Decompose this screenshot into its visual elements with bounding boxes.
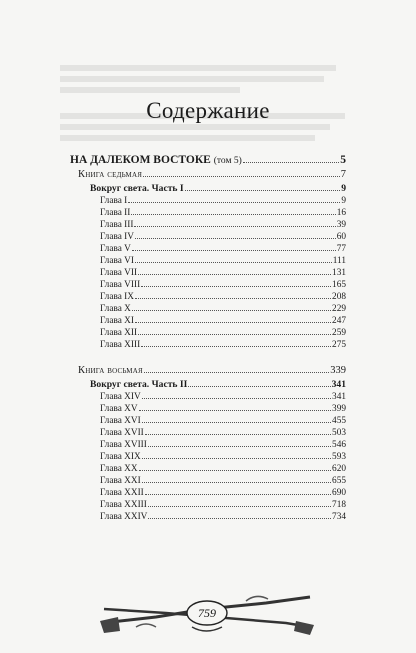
leader-dots [148,438,331,447]
leader-dots [138,266,331,275]
toc-entry-chapter[interactable]: Глава IV 60 [100,232,346,242]
toc-entry-chapter[interactable]: Глава I 9 [100,196,346,206]
toc-entry-chapter[interactable]: Глава VII 131 [100,268,346,278]
page-number: 275 [332,340,346,350]
toc-entry-chapter[interactable]: Глава XII 259 [100,328,346,338]
leader-dots [145,486,331,495]
leader-dots [135,314,331,323]
leader-dots [148,510,331,519]
toc-entry-book-8[interactable]: Книга восьмая 339 [78,365,346,376]
leader-dots [145,426,331,435]
leader-dots [141,338,331,347]
table-of-contents [70,152,346,522]
toc-entry-chapter[interactable]: Глава XXIV 734 [100,512,346,522]
toc-entry-chapter[interactable]: Глава VIII 165 [100,280,346,290]
page-number: 341 [332,392,346,402]
leader-dots [139,402,331,411]
page-number: 593 [332,452,346,462]
page-number: 734 [332,512,346,522]
folio-ornament [96,587,318,639]
page-number: 546 [332,440,346,450]
leader-dots [143,168,340,177]
leader-dots [144,364,329,373]
leader-dots [142,450,331,459]
page-number: 503 [332,428,346,438]
page-number: 9 [341,196,346,206]
leader-dots [142,414,331,423]
page-number: 5 [340,154,346,166]
page-number: 341 [331,379,346,390]
leader-dots [185,182,341,191]
toc-entry-chapter[interactable]: Глава XV 399 [100,404,346,414]
toc-entry-chapter[interactable]: Глава XXI 655 [100,476,346,486]
leader-dots [243,154,339,163]
toc-entry-chapter[interactable]: Глава VI 111 [100,256,346,266]
leader-dots [134,218,335,227]
toc-entry-chapter[interactable]: Глава XVIII 546 [100,440,346,450]
toc-entry-volume[interactable]: НА ДАЛЕКОМ ВОСТОКЕ (том 5) 5 [70,154,346,166]
toc-entry-chapter[interactable]: Глава XIV 341 [100,392,346,402]
toc-entry-chapter[interactable]: Глава XVI 455 [100,416,346,426]
page-title: Содержание [146,98,270,123]
toc-entry-chapter[interactable]: Глава XXIII 718 [100,500,346,510]
leader-dots [132,302,331,311]
page-number: 60 [336,232,346,242]
toc-entry-chapter[interactable]: Глава XVII 503 [100,428,346,438]
page-number: 16 [336,208,346,218]
toc-entry-chapter[interactable]: Глава V 77 [100,244,346,254]
page-number-folio: 759 [198,605,216,620]
leader-dots [138,326,331,335]
page-number: 77 [336,244,346,254]
toc-entry-chapter[interactable]: Глава X 229 [100,304,346,314]
toc-entry-book-7[interactable]: Книга седьмая 7 [78,169,346,180]
page-number: 131 [332,268,346,278]
leader-dots [135,290,331,299]
page-number: 655 [332,476,346,486]
leader-dots [188,378,330,387]
leader-dots [132,242,336,251]
page-number: 718 [332,500,346,510]
toc-entry-chapter[interactable]: Глава IX 208 [100,292,346,302]
page-number: 111 [332,256,346,266]
page-number: 339 [330,365,346,376]
leader-dots [139,462,331,471]
part-1-chapter-list [70,194,346,350]
leader-dots [141,278,331,287]
page-number: 208 [332,292,346,302]
toc-entry-chapter[interactable]: Глава XX 620 [100,464,346,474]
leader-dots [142,390,331,399]
page-number: 229 [332,304,346,314]
leader-dots [142,474,331,483]
leader-dots [128,194,340,203]
page-number: 620 [332,464,346,474]
page-number: 7 [340,169,346,180]
page-number: 399 [332,404,346,414]
page-number: 247 [332,316,346,326]
toc-entry-part-1[interactable]: Вокруг света. Часть I 9 [90,183,346,194]
toc-entry-chapter[interactable]: Глава XIII 275 [100,340,346,350]
leader-dots [135,254,332,263]
leader-dots [148,498,331,507]
toc-entry-chapter[interactable]: Глава II 16 [100,208,346,218]
toc-entry-chapter[interactable]: Глава XIX 593 [100,452,346,462]
page-number: 9 [341,183,346,194]
part-2-chapter-list [70,390,346,522]
page-number: 39 [336,220,346,230]
page-number: 165 [332,280,346,290]
toc-entry-part-2[interactable]: Вокруг света. Часть II 341 [90,379,346,390]
toc-entry-chapter[interactable]: Глава XXII 690 [100,488,346,498]
page-number: 259 [332,328,346,338]
page-number: 455 [332,416,346,426]
toc-entry-chapter[interactable]: Глава XI 247 [100,316,346,326]
leader-dots [135,230,336,239]
page-number: 690 [332,488,346,498]
toc-entry-chapter[interactable]: Глава III 39 [100,220,346,230]
leader-dots [131,206,335,215]
